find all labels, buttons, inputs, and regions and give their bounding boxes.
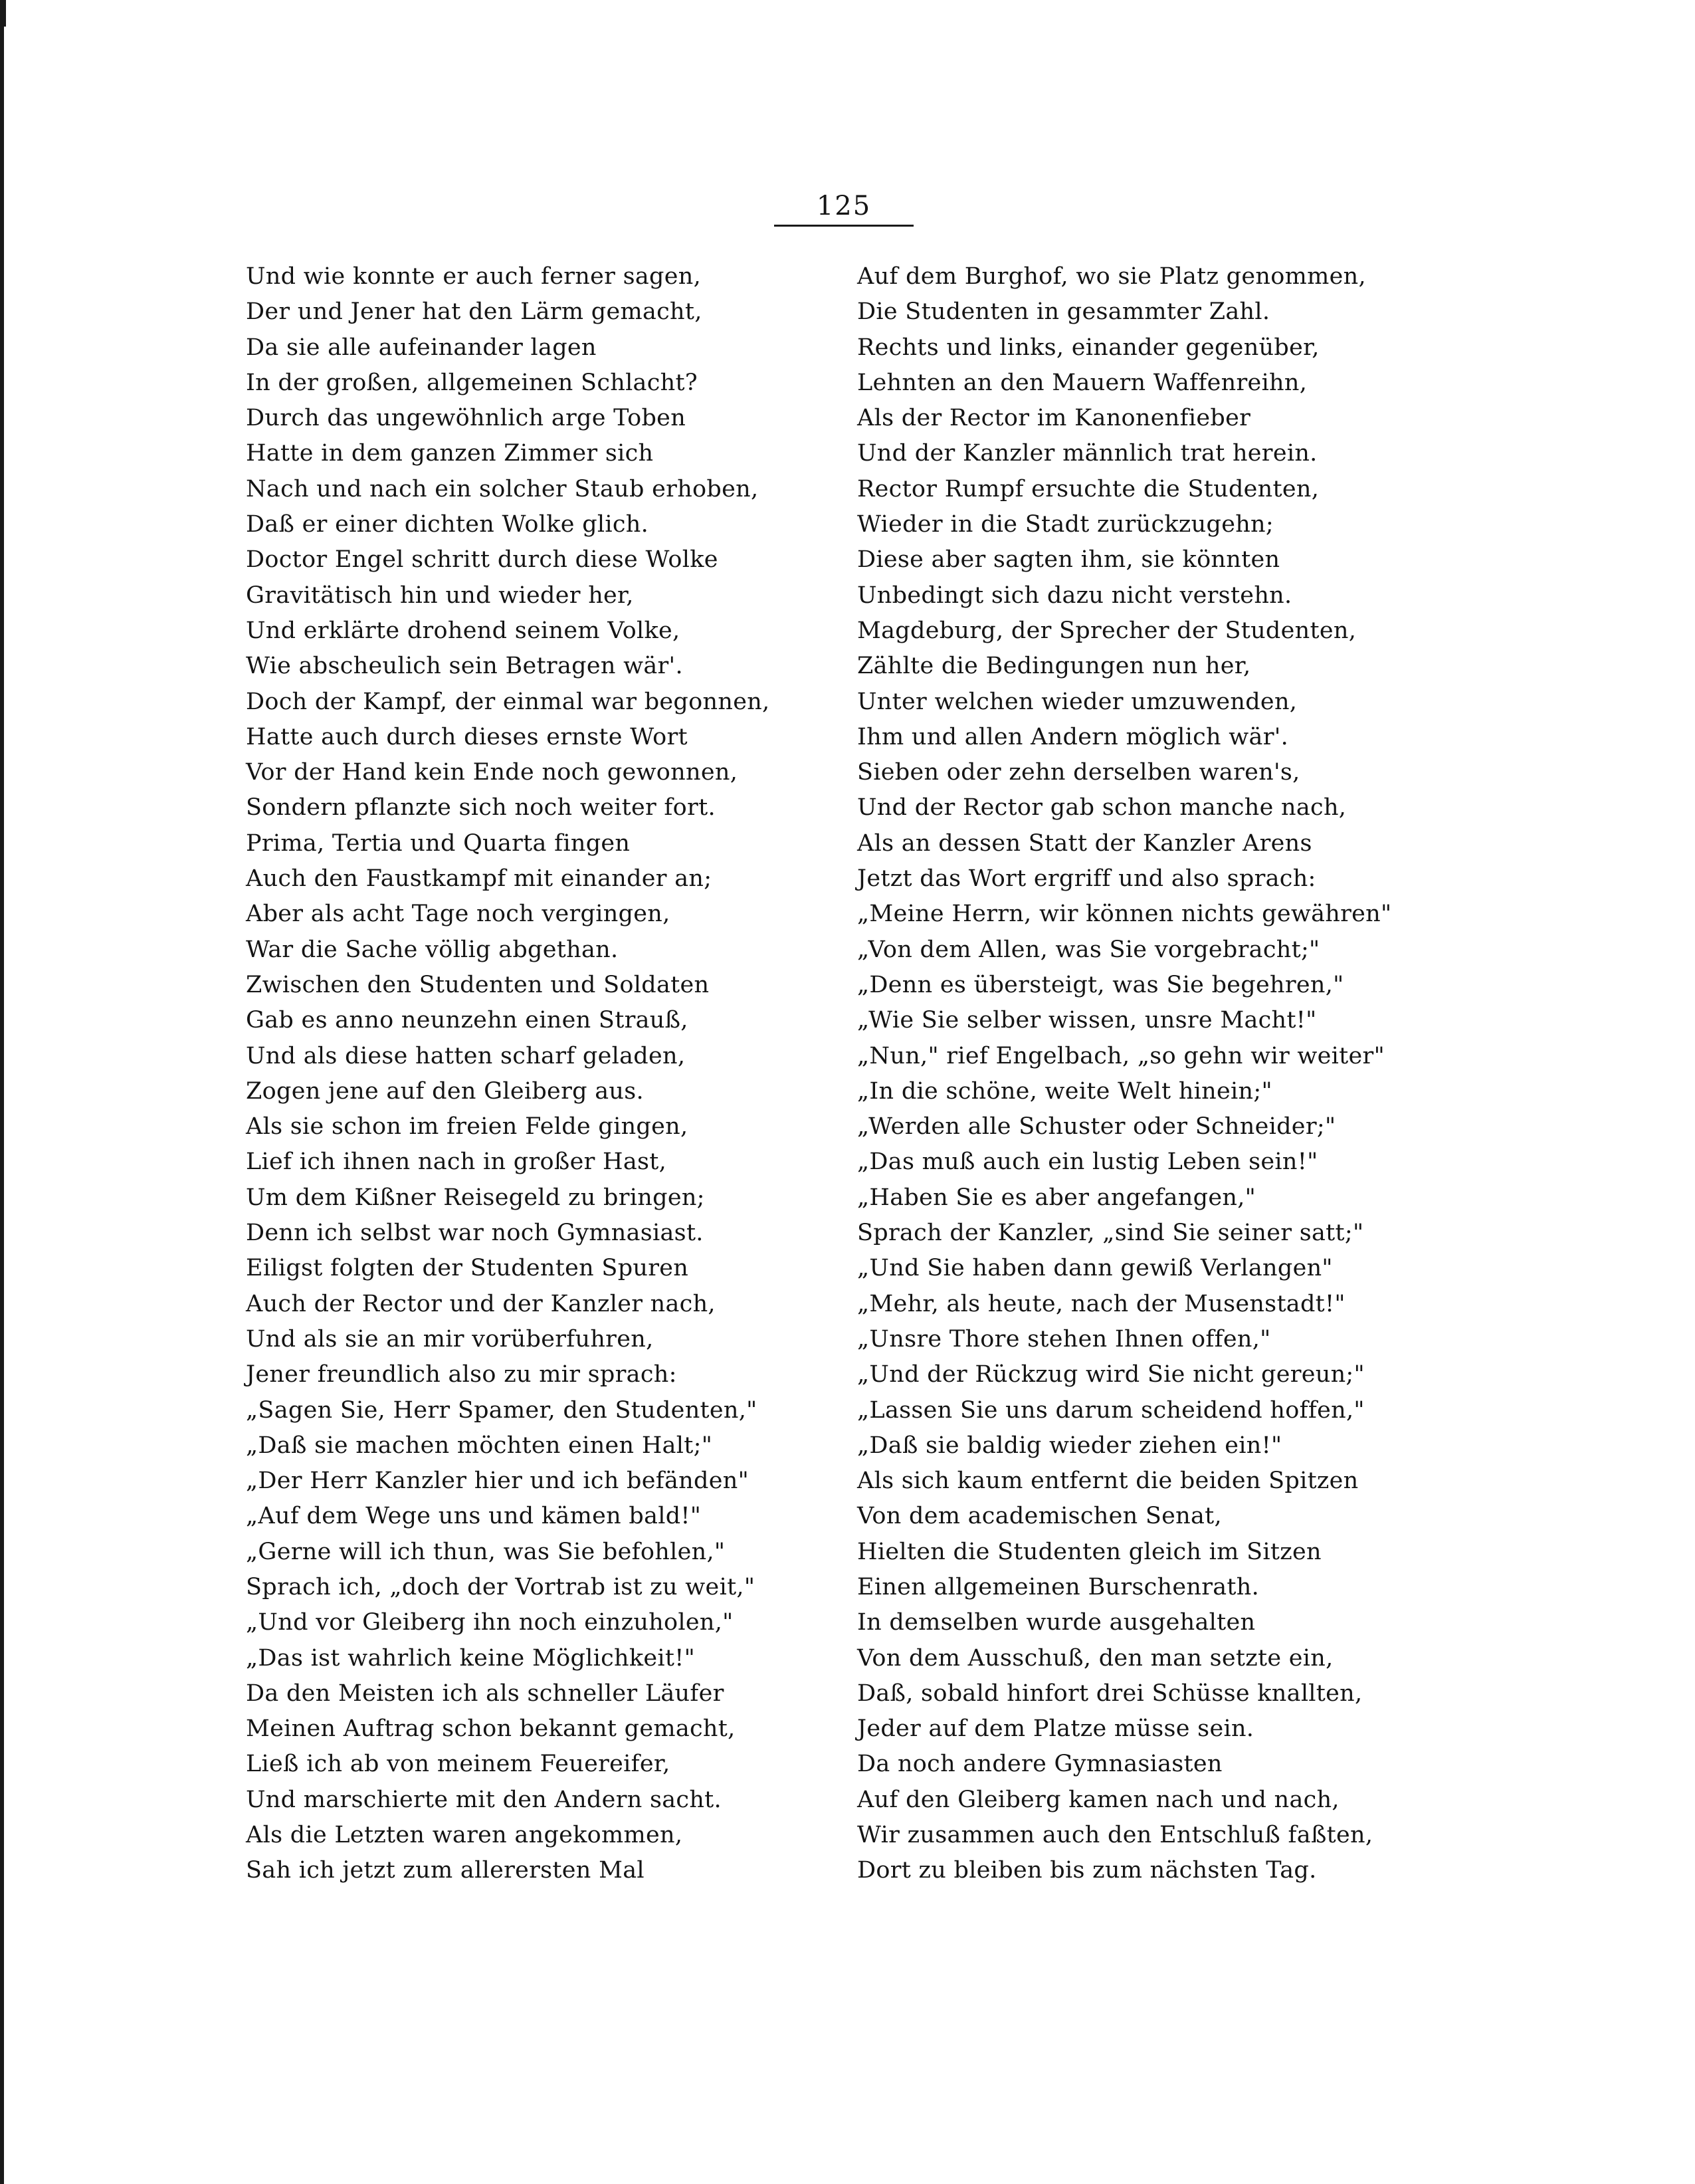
verse-line: Jeder auf dem Platze müsse sein. <box>857 1715 1254 1743</box>
verse-line: Da sie alle aufeinander lagen <box>246 334 597 361</box>
verse-line: Sah ich jetzt zum allerersten Mal <box>246 1857 645 1884</box>
verse-line: Hatte in dem ganzen Zimmer sich <box>246 440 654 467</box>
verse-line: Sprach der Kanzler, „sind Sie seiner satt;" <box>857 1220 1364 1247</box>
verse-line: Auch der Rector und der Kanzler nach, <box>246 1290 716 1317</box>
verse-line: Doch der Kampf, der einmal war begonnen, <box>246 688 770 715</box>
verse-line: Und marschierte mit den Andern sacht. <box>246 1786 722 1813</box>
verse-line: Unter welchen wieder umzuwenden, <box>857 688 1298 715</box>
verse-line: Als an dessen Statt der Kanzler Arens <box>857 829 1312 857</box>
verse-line: Die Studenten in gesammter Zahl. <box>857 298 1270 326</box>
verse-line: Um dem Kißner Reisegeld zu bringen; <box>246 1184 705 1211</box>
verse-line: Als sich kaum entfernt die beiden Spitzen <box>857 1468 1359 1495</box>
verse-line: Lehnten an den Mauern Waffenreihn, <box>857 369 1308 396</box>
verse-line: „Und vor Gleiberg ihn noch einzuholen," <box>246 1609 734 1636</box>
verse-line: Diese aber sagten ihm, sie könnten <box>857 546 1280 574</box>
verse-line: „Meine Herrn, wir können nichts gewähren" <box>857 901 1392 928</box>
verse-line: Magdeburg, der Sprecher der Studenten, <box>857 617 1357 644</box>
verse-line: Wir zusammen auch den Entschluß faßten, <box>857 1822 1373 1849</box>
verse-line: „Und Sie haben dann gewiß Verlangen" <box>857 1255 1333 1282</box>
verse-line: Unbedingt sich dazu nicht verstehn. <box>857 582 1292 609</box>
verse-line: Und der Kanzler männlich trat herein. <box>857 440 1318 467</box>
verse-line: „Unsre Thore stehen Ihnen offen," <box>857 1325 1271 1353</box>
verse-line: Da noch andere Gymnasiasten <box>857 1751 1223 1778</box>
verse-line: Jetzt das Wort ergriff und also sprach: <box>857 865 1316 893</box>
verse-line: Gravitätisch hin und wieder her, <box>246 582 634 609</box>
verse-line: In demselben wurde ausgehalten <box>857 1609 1256 1636</box>
verse-line: Zwischen den Studenten und Soldaten <box>246 971 710 998</box>
verse-line: „Wie Sie selber wissen, unsre Macht!" <box>857 1007 1317 1034</box>
page-edge-tick <box>4 0 6 27</box>
verse-line: Wie abscheulich sein Betragen wär'. <box>246 653 683 680</box>
verse-line: Und als sie an mir vorüberfuhren, <box>246 1325 654 1353</box>
verse-line: Vor der Hand kein Ende noch gewonnen, <box>246 759 738 786</box>
verse-line: Von dem Ausschuß, den man setzte ein, <box>857 1644 1334 1672</box>
verse-line: „Der Herr Kanzler hier und ich befänden" <box>246 1468 749 1495</box>
verse-line: Und als diese hatten scharf geladen, <box>246 1042 686 1069</box>
verse-line: Auf dem Burghof, wo sie Platz genommen, <box>857 263 1366 290</box>
verse-line: Zählte die Bedingungen nun her, <box>857 653 1251 680</box>
verse-line: „Haben Sie es aber angefangen," <box>857 1184 1256 1211</box>
verse-line: Einen allgemeinen Burschenrath. <box>857 1573 1260 1600</box>
verse-line: Sieben oder zehn derselben waren's, <box>857 759 1300 786</box>
verse-line: Jener freundlich also zu mir sprach: <box>246 1361 677 1388</box>
verse-line: Rector Rumpf ersuchte die Studenten, <box>857 475 1320 502</box>
verse-line: Ihm und allen Andern möglich wär'. <box>857 723 1289 750</box>
verse-line: „Und der Rückzug wird Sie nicht gereun;" <box>857 1361 1365 1388</box>
verse-line: Und der Rector gab schon manche nach, <box>857 794 1347 821</box>
verse-line: „Das ist wahrlich keine Möglichkeit!" <box>246 1644 696 1672</box>
verse-line: Meinen Auftrag schon bekannt gemacht, <box>246 1715 736 1743</box>
verse-line: Lief ich ihnen nach in großer Hast, <box>246 1148 667 1176</box>
verse-line: Eiligst folgten der Studenten Spuren <box>246 1255 689 1282</box>
verse-line: Hatte auch durch dieses ernste Wort <box>246 723 688 750</box>
verse-line: „Sagen Sie, Herr Spamer, den Studenten," <box>246 1396 757 1424</box>
verse-line: „Auf dem Wege uns und kämen bald!" <box>246 1503 702 1530</box>
verse-line: Als die Letzten waren angekommen, <box>246 1822 683 1849</box>
verse-line: Prima, Tertia und Quarta fingen <box>246 829 631 857</box>
verse-line: Als sie schon im freien Felde gingen, <box>246 1113 688 1141</box>
verse-line: Von dem academischen Senat, <box>857 1503 1222 1530</box>
verse-line: Doctor Engel schritt durch diese Wolke <box>246 546 718 574</box>
verse-line: „Gerne will ich thun, was Sie befohlen," <box>246 1538 726 1565</box>
verse-line: Sondern pflanzte sich noch weiter fort. <box>246 794 716 821</box>
verse-line: „Daß sie baldig wieder ziehen ein!" <box>857 1432 1282 1459</box>
verse-line: „Mehr, als heute, nach der Musenstadt!" <box>857 1290 1346 1317</box>
verse-line: „Denn es übersteigt, was Sie begehren," <box>857 971 1344 998</box>
page-edge-rule <box>0 0 4 2184</box>
verse-line: Sprach ich, „doch der Vortrab ist zu weit," <box>246 1573 755 1600</box>
verse-line: Da den Meisten ich als schneller Läufer <box>246 1680 724 1707</box>
verse-line: „Von dem Allen, was Sie vorgebracht;" <box>857 936 1320 963</box>
verse-line: Ließ ich ab von meinem Feuereifer, <box>246 1751 670 1778</box>
verse-line: Auf den Gleiberg kamen nach und nach, <box>857 1786 1340 1813</box>
verse-line: Denn ich selbst war noch Gymnasiast. <box>246 1220 704 1247</box>
left-verse-column <box>246 259 831 1889</box>
verse-line: In der großen, allgemeinen Schlacht? <box>246 369 698 396</box>
verse-line: „Das muß auch ein lustig Leben sein!" <box>857 1148 1318 1176</box>
verse-line: Und erklärte drohend seinem Volke, <box>246 617 680 644</box>
verse-line: Und wie konnte er auch ferner sagen, <box>246 263 701 290</box>
verse-line: Aber als acht Tage noch vergingen, <box>246 901 670 928</box>
verse-line: Der und Jener hat den Lärm gemacht, <box>246 298 702 326</box>
verse-line: Zogen jene auf den Gleiberg aus. <box>246 1077 644 1105</box>
verse-line: „Werden alle Schuster oder Schneider;" <box>857 1113 1336 1141</box>
verse-line: Wieder in die Stadt zurückzugehn; <box>857 511 1274 538</box>
verse-line: Hielten die Studenten gleich im Sitzen <box>857 1538 1322 1565</box>
verse-line: Dort zu bleiben bis zum nächsten Tag. <box>857 1857 1317 1884</box>
verse-line: Durch das ungewöhnlich arge Toben <box>246 405 686 432</box>
verse-line: „Daß sie machen möchten einen Halt;" <box>246 1432 713 1459</box>
verse-line: Nach und nach ein solcher Staub erhoben, <box>246 475 759 502</box>
verse-line: „Nun," rief Engelbach, „so gehn wir weiter" <box>857 1042 1385 1069</box>
verse-line: Gab es anno neunzehn einen Strauß, <box>246 1007 688 1034</box>
verse-line: „In die schöne, weite Welt hinein;" <box>857 1077 1272 1105</box>
page-number: 125 <box>816 191 872 221</box>
verse-line: War die Sache völlig abgethan. <box>246 936 619 963</box>
page-number-rule <box>774 225 914 227</box>
verse-line: Auch den Faustkampf mit einander an; <box>246 865 712 893</box>
verse-line: Daß, sobald hinfort drei Schüsse knallten, <box>857 1680 1363 1707</box>
verse-line: „Lassen Sie uns darum scheidend hoffen," <box>857 1396 1365 1424</box>
verse-line: Als der Rector im Kanonenfieber <box>857 405 1251 432</box>
right-verse-column <box>857 259 1522 1889</box>
verse-line: Rechts und links, einander gegenüber, <box>857 334 1320 361</box>
verse-line: Daß er einer dichten Wolke glich. <box>246 511 649 538</box>
